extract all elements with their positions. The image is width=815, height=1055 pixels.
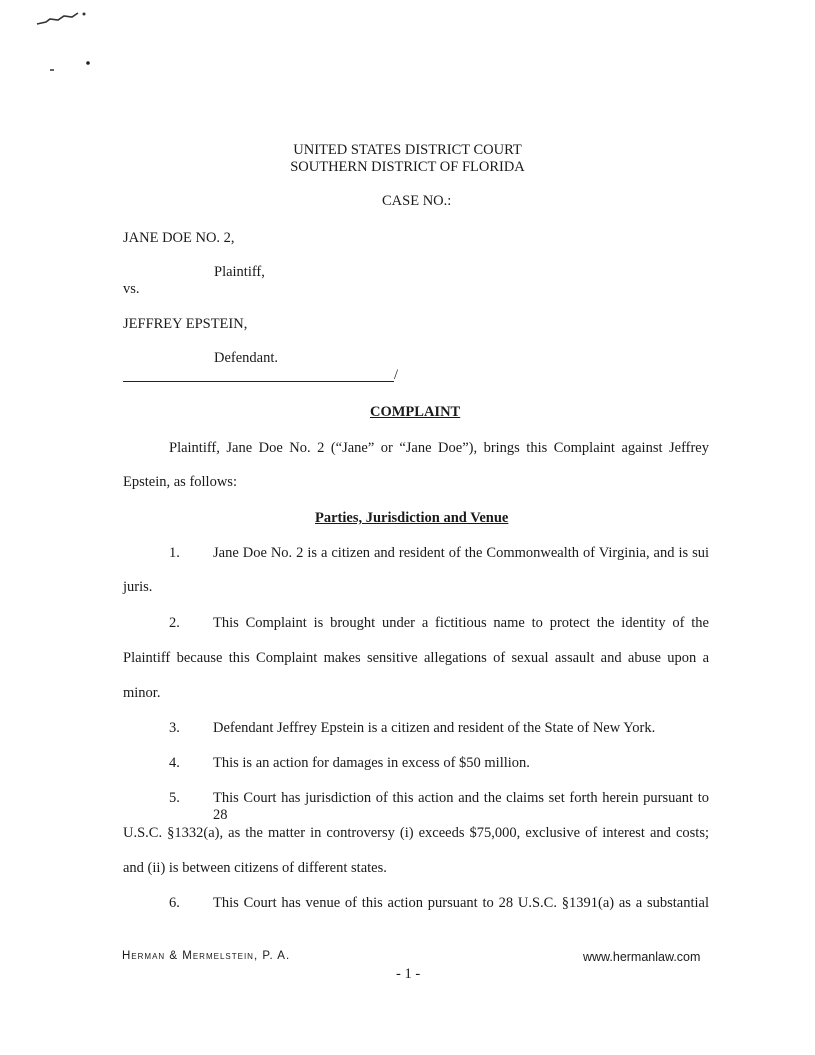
defendant-name: JEFFREY EPSTEIN, [123, 316, 248, 332]
page-number: - 1 - [396, 966, 421, 982]
paragraph-2-line1: This Complaint is brought under a fictitious name to protect the identity of the [213, 615, 709, 631]
footer-firm-name: Herman & Mermelstein, P. A. [122, 950, 291, 962]
paragraph-number: 6. [169, 895, 180, 911]
paragraph-5-line2: U.S.C. §1332(a), as the matter in controversy (i) exceeds $75,000, exclusive of interest and costs; [123, 825, 709, 841]
court-name-line1: UNITED STATES DISTRICT COURT [293, 142, 522, 158]
paragraph-2-line2: Plaintiff because this Complaint makes sensitive allegations of sexual assault and abuse upon a [123, 650, 709, 666]
document-title: COMPLAINT [370, 404, 461, 420]
plaintiff-name: JANE DOE NO. 2, [123, 230, 235, 246]
intro-line2: Epstein, as follows: [123, 474, 237, 490]
paragraph-4-line1: This is an action for damages in excess of $50 million. [213, 755, 530, 771]
footer-website: www.hermanlaw.com [583, 950, 701, 964]
paragraph-number: 5. [169, 790, 180, 806]
paragraph-3-line1: Defendant Jeffrey Epstein is a citizen and resident of the State of New York. [213, 720, 656, 736]
scan-artifact-mark [32, 6, 102, 76]
paragraph-1-line2: juris. [123, 579, 153, 595]
paragraph-number: 1. [169, 545, 180, 561]
paragraph-6-line1: This Court has venue of this action pursuant to 28 U.S.C. §1391(a) as a substantial [213, 895, 709, 911]
versus: vs. [123, 281, 140, 297]
paragraph-number: 4. [169, 755, 180, 771]
paragraph-1-line1: Jane Doe No. 2 is a citizen and resident of the Commonwealth of Virginia, and is sui [213, 545, 709, 561]
paragraph-5-line3: and (ii) is between citizens of different states. [123, 860, 387, 876]
caption-rule [123, 381, 394, 382]
paragraph-number: 3. [169, 720, 180, 736]
court-name-line2: SOUTHERN DISTRICT OF FLORIDA [290, 159, 525, 175]
section-heading: Parties, Jurisdiction and Venue [315, 510, 509, 526]
defendant-role: Defendant. [214, 350, 279, 366]
paragraph-5-line1: This Court has jurisdiction of this action and the claims set forth herein pursuant to 28 [213, 790, 709, 823]
paragraph-2-line3: minor. [123, 685, 161, 701]
intro-line1: Plaintiff, Jane Doe No. 2 (“Jane” or “Jane Doe”), brings this Complaint against Jeffrey [169, 440, 709, 456]
plaintiff-role: Plaintiff, [214, 264, 265, 280]
case-number-label: CASE NO.: [382, 193, 452, 209]
paragraph-number: 2. [169, 615, 180, 631]
caption-slash: / [394, 367, 399, 383]
